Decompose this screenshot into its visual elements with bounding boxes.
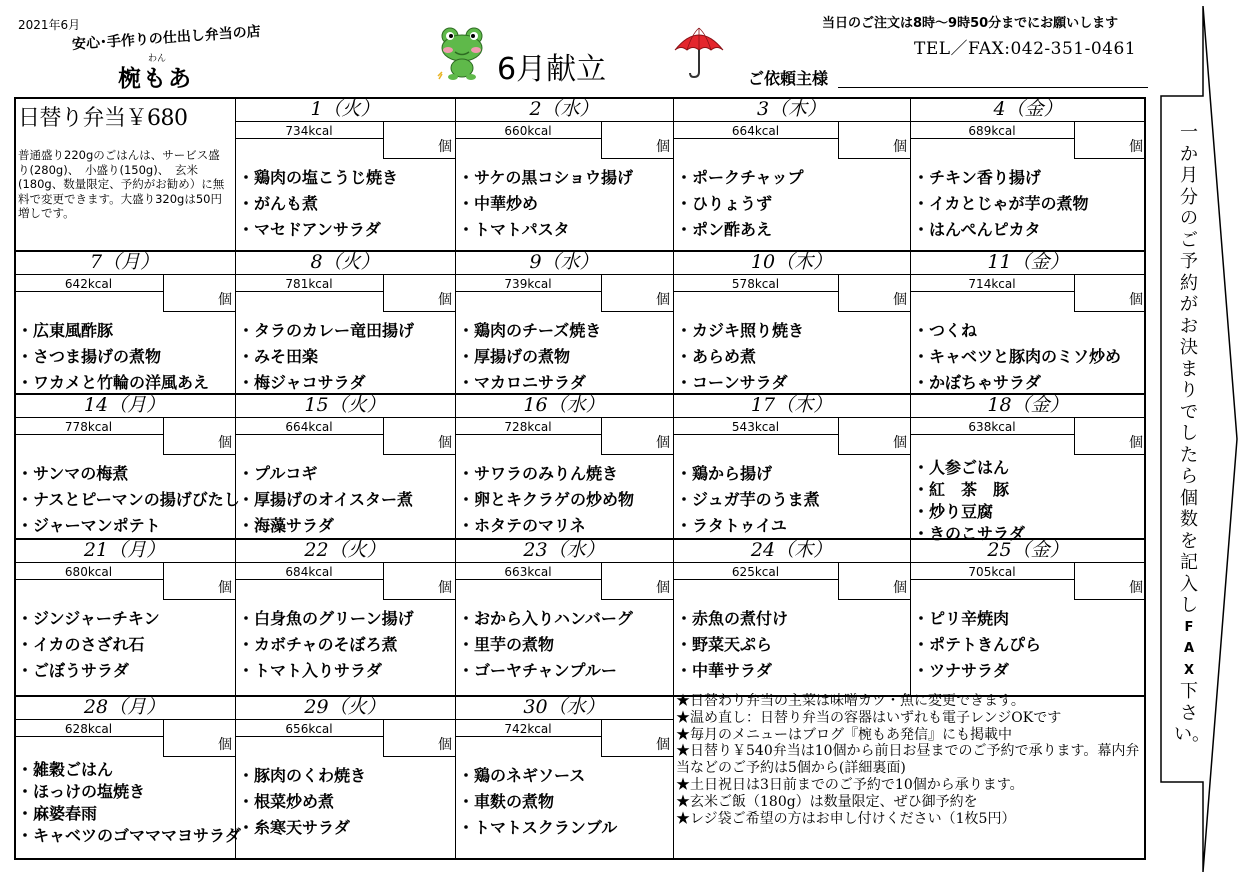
menu-item: ・かぼちゃサラダ <box>913 373 1041 392</box>
quantity-box[interactable] <box>1074 274 1146 312</box>
menu-item: ・サンマの梅煮 <box>17 464 129 483</box>
quantity-unit: 個 <box>438 580 452 596</box>
menu-items <box>238 606 414 684</box>
day-cell <box>673 540 910 695</box>
menu-item: ・あらめ煮 <box>676 347 757 366</box>
side-char: 下 <box>1180 681 1198 702</box>
kcal-label: 778kcal <box>14 417 163 435</box>
side-char: し <box>1180 423 1198 444</box>
kcal-label: 638kcal <box>910 417 1074 435</box>
menu-item: ・車麩の煮物 <box>458 792 555 811</box>
day-label: 10（木） <box>750 251 833 273</box>
kcal-label: 781kcal <box>235 274 383 292</box>
frog-icon <box>436 24 488 80</box>
notes-box <box>676 693 1144 858</box>
menu-items <box>238 318 414 396</box>
day-label: 24（木） <box>750 539 833 561</box>
quantity-box[interactable] <box>601 274 673 312</box>
menu-item: ・厚揚げの煮物 <box>458 347 571 366</box>
note-line: ★土日祝日は3日前までのご予約で10個から承ります。 <box>676 776 1024 793</box>
quantity-unit: 個 <box>656 737 670 753</box>
side-char: い。 <box>1174 724 1210 745</box>
menu-items <box>238 165 398 243</box>
menu-items <box>676 461 820 539</box>
menu-item: ・カジキ照り焼き <box>676 321 805 340</box>
quantity-box[interactable] <box>383 121 455 159</box>
menu-item: ・ジャーマンポテト <box>17 516 161 535</box>
kcal-label: 728kcal <box>455 417 601 435</box>
menu-item: ・卵とキクラゲの炒め物 <box>458 490 635 509</box>
quantity-box[interactable] <box>601 417 673 455</box>
menu-items <box>458 763 617 841</box>
kcal-label: 543kcal <box>673 417 838 435</box>
day-label: 25（金） <box>987 539 1069 561</box>
same-day-notice: 当日のご注文は8時～9時50分までにお願いします <box>822 16 1119 31</box>
umbrella-icon <box>672 24 726 80</box>
menu-item: ・雑穀ごはん <box>17 760 114 779</box>
day-cell <box>455 697 673 860</box>
quantity-box[interactable] <box>163 719 235 757</box>
side-char: が <box>1180 294 1198 315</box>
day-cell <box>910 252 1146 393</box>
quantity-unit: 個 <box>438 139 452 155</box>
menu-item: ・イカとじゃが芋の煮物 <box>913 194 1089 213</box>
menu-item: ・つくね <box>913 321 978 340</box>
quantity-unit: 個 <box>218 292 232 308</box>
kcal-label: 625kcal <box>673 562 838 580</box>
day-cell <box>455 540 673 695</box>
menu-item: ・コーンサラダ <box>676 373 788 392</box>
side-char: た <box>1180 444 1198 466</box>
side-char: A <box>1183 641 1195 656</box>
quantity-box[interactable] <box>1074 121 1146 159</box>
side-char: お <box>1180 315 1198 337</box>
quantity-box[interactable] <box>1074 562 1146 600</box>
day-cell <box>235 252 455 393</box>
day-cell <box>673 252 910 393</box>
day-label: 22（火） <box>304 539 386 561</box>
kcal-label: 660kcal <box>455 121 601 139</box>
day-label: 21（月） <box>83 539 166 561</box>
menu-item: ・みそ田楽 <box>238 347 319 366</box>
menu-item: ・糸寒天サラダ <box>238 818 350 837</box>
menu-items <box>458 318 601 396</box>
quantity-box[interactable] <box>163 274 235 312</box>
quantity-unit: 個 <box>893 580 907 596</box>
side-char: F <box>1184 619 1194 635</box>
side-char: 分 <box>1180 186 1198 208</box>
quantity-box[interactable] <box>601 562 673 600</box>
quantity-box[interactable] <box>163 417 235 455</box>
quantity-unit: 個 <box>893 435 907 451</box>
tel-fax: TEL／FAX:042-351-0461 <box>914 39 1137 59</box>
side-char: X <box>1183 662 1195 678</box>
day-cell <box>455 252 673 393</box>
menu-item: ・さつま揚げの煮物 <box>17 347 162 366</box>
quantity-box[interactable] <box>601 121 673 159</box>
quantity-unit: 個 <box>218 737 232 753</box>
menu-items <box>458 606 633 684</box>
menu-item: ・ホタテのマリネ <box>458 516 586 535</box>
side-char: か <box>1180 143 1198 165</box>
side-char: 記 <box>1180 552 1198 573</box>
quantity-unit: 個 <box>656 435 670 451</box>
quantity-box[interactable] <box>838 417 910 455</box>
menu-item: ・サケの黒コショウ揚げ <box>458 168 634 187</box>
menu-item: ・カボチャのそぼろ煮 <box>238 635 398 654</box>
menu-item: ・ワカメと竹輪の洋風あえ <box>17 373 210 392</box>
menu-title: 6月献立 <box>497 52 607 87</box>
shop-tagline: 安心･手作りの仕出し弁当の店 <box>71 23 262 53</box>
menu-item: ・マカロニサラダ <box>458 373 586 392</box>
quantity-unit: 個 <box>893 139 907 155</box>
menu-item: ・サワラのみりん焼き <box>458 464 619 483</box>
day-cell <box>235 395 455 538</box>
daily-bento-title: 日替り弁当￥680 <box>18 106 188 131</box>
menu-item: ・おから入りハンバーグ <box>458 609 633 628</box>
note-line: ★玄米ご飯（180g）は数量限定、ぜひ御予約を <box>676 793 978 810</box>
menu-items <box>676 318 804 396</box>
day-cell <box>673 395 910 538</box>
quantity-unit: 個 <box>656 139 670 155</box>
menu-item: ・里芋の煮物 <box>458 635 555 654</box>
menu-item: ・赤魚の煮付け <box>676 609 789 628</box>
menu-item: ・トマトスクランブル <box>458 818 618 837</box>
kcal-label: 680kcal <box>14 562 163 580</box>
menu-item: ・中華サラダ <box>676 661 772 680</box>
kcal-label: 714kcal <box>910 274 1074 292</box>
menu-item: ・ツナサラダ <box>913 661 1009 680</box>
day-label: 7（月） <box>89 251 160 273</box>
day-label: 11（金） <box>987 251 1069 273</box>
menu-items <box>676 165 804 243</box>
kcal-label: 664kcal <box>673 121 838 139</box>
day-cell <box>910 394 1146 543</box>
side-char: 入 <box>1180 573 1198 595</box>
menu-item: ・中華炒め <box>458 194 539 213</box>
day-label: 16（水） <box>523 394 605 416</box>
day-label: 18（金） <box>987 394 1069 416</box>
quantity-unit: 個 <box>218 580 232 596</box>
quantity-box[interactable] <box>163 562 235 600</box>
menu-items <box>458 165 633 243</box>
quantity-unit: 個 <box>218 435 232 451</box>
menu-item: ・ナスとピーマンの揚げびたし <box>17 490 240 509</box>
side-char: 決 <box>1180 337 1198 358</box>
note-line: ★レジ袋ご希望の方はお申し付けください（1枚5円） <box>676 810 1016 827</box>
quantity-box[interactable] <box>383 719 455 757</box>
quantity-box[interactable] <box>383 562 455 600</box>
day-cell <box>14 394 240 538</box>
menu-item: ・豚肉のくわ焼き <box>238 766 367 785</box>
quantity-box[interactable] <box>383 417 455 455</box>
client-label: ご依頼主様 <box>748 69 829 88</box>
menu-item: ・ポークチャップ <box>676 168 804 187</box>
kcal-label: 739kcal <box>455 274 601 292</box>
menu-item: ・がんも煮 <box>238 194 319 213</box>
menu-item: ・麻婆春雨 <box>17 804 98 823</box>
side-char: さ <box>1180 702 1198 724</box>
menu-items <box>17 606 160 684</box>
menu-item: ・白身魚のグリーン揚げ <box>238 609 414 628</box>
kcal-label: 705kcal <box>910 562 1074 580</box>
quantity-unit: 個 <box>1129 139 1143 155</box>
day-cell <box>235 697 455 860</box>
quantity-unit: 個 <box>656 292 670 308</box>
menu-item: ・鶏から揚げ <box>676 464 773 483</box>
day-label: 17（木） <box>750 394 833 416</box>
quantity-box[interactable] <box>838 562 910 600</box>
menu-item: ・厚揚げのオイスター煮 <box>238 490 414 509</box>
note-line: ★日替わり弁当の主菜は味噌カツ・魚に変更できます。 <box>676 693 1025 709</box>
daily-bento-description: 普通盛り220gのごはんは、サービス盛り(280g)、 小盛り(150g)、 玄米(180g、数量限定、予約がお勧め）に無料で変更できます。大盛り320gは50円増しです。 <box>18 148 225 220</box>
menu-items <box>17 759 241 847</box>
menu-item: ・広東風酢豚 <box>17 321 114 340</box>
quantity-unit: 個 <box>1129 580 1143 596</box>
quantity-unit: 個 <box>656 580 670 596</box>
kcal-label: 664kcal <box>235 417 383 435</box>
day-cell <box>673 99 910 250</box>
menu-items <box>17 318 209 396</box>
menu-item: ・マセドアンサラダ <box>238 220 381 239</box>
side-char: 予 <box>1180 251 1198 272</box>
kcal-label: 684kcal <box>235 562 383 580</box>
menu-item: ・野菜天ぷら <box>676 635 773 654</box>
quantity-box[interactable] <box>601 719 673 757</box>
day-label: 15（火） <box>304 394 386 416</box>
day-label: 1（火） <box>310 98 380 120</box>
menu-item: ・ひりょうず <box>676 194 773 213</box>
menu-item: ・はんぺんピカタ <box>913 220 1041 239</box>
menu-item: ・キャベツのゴマママヨサラダ <box>17 826 241 845</box>
menu-item: ・紅 茶 豚 <box>913 480 1010 499</box>
kcal-label: 628kcal <box>14 719 163 737</box>
menu-items <box>913 606 1041 684</box>
side-char: ご <box>1180 229 1198 251</box>
shop-name: 椀もあ <box>118 66 193 92</box>
shop-name-ruby: わん <box>148 54 167 64</box>
menu-item: ・人参ごはん <box>913 458 1010 477</box>
menu-item: ・炒り豆腐 <box>913 502 994 521</box>
note-line: ★温め直し：日替り弁当の容器はいずれも電子レンジOKです <box>676 709 1062 726</box>
kcal-label: 642kcal <box>14 274 163 292</box>
side-char: ま <box>1180 358 1198 380</box>
day-label: 14（月） <box>83 394 166 416</box>
menu-items <box>238 461 413 539</box>
menu-items <box>238 763 366 841</box>
day-cell <box>14 540 235 695</box>
menu-item: ・ピリ辛焼肉 <box>913 609 1010 628</box>
menu-item: ・キャベツと豚肉のミソ炒め <box>913 347 1122 366</box>
menu-item: ・鶏のネギソース <box>458 766 586 785</box>
menu-item: ・ジンジャーチキン <box>17 609 160 628</box>
side-char: の <box>1180 208 1198 229</box>
day-cell <box>235 99 455 250</box>
menu-item: ・鶏肉のチーズ焼き <box>458 321 602 340</box>
kcal-label: 656kcal <box>235 719 383 737</box>
side-char: を <box>1180 530 1198 552</box>
note-line: ★毎月のメニューはブログ『椀もあ発信』にも掲載中 <box>676 726 1012 743</box>
menu-item: ・チキン香り揚げ <box>913 168 1041 187</box>
side-char: 個 <box>1180 487 1198 509</box>
side-char: り <box>1180 380 1198 401</box>
quantity-unit: 個 <box>1129 292 1143 308</box>
col-divider <box>673 695 674 860</box>
menu-item: ・タラのカレー竜田揚げ <box>238 321 415 340</box>
side-char: 一 <box>1180 122 1198 143</box>
quantity-box[interactable] <box>383 274 455 312</box>
day-label: 3（木） <box>756 98 827 120</box>
menu-item: ・根菜炒め煮 <box>238 792 335 811</box>
menu-item: ・ほっけの塩焼き <box>17 782 146 801</box>
side-char: 数 <box>1180 509 1198 530</box>
menu-item: ・きのこサラダ <box>913 524 1025 543</box>
day-label: 29（火） <box>304 696 386 718</box>
day-label: 4（金） <box>993 98 1063 120</box>
menu-item: ・鶏肉の塩こうじ焼き <box>238 168 399 187</box>
day-cell <box>455 395 673 538</box>
note-line: ★日替り￥540弁当は10個から前日お昼までのご予約で承ります。幕内弁当などのご予約は5個から(詳細裏面) <box>676 743 1140 777</box>
side-char: し <box>1180 595 1198 616</box>
kcal-label: 742kcal <box>455 719 601 737</box>
client-name-line[interactable] <box>838 87 1148 88</box>
day-cell <box>235 540 455 695</box>
day-cell <box>910 99 1146 250</box>
side-char: 約 <box>1180 272 1198 294</box>
side-char: 月 <box>1180 165 1198 186</box>
day-label: 9（水） <box>529 251 599 273</box>
kcal-label: 734kcal <box>235 121 383 139</box>
day-label: 28（月） <box>83 696 166 718</box>
day-label: 23（水） <box>523 539 605 561</box>
menu-item: ・イカのさざれ石 <box>17 635 145 654</box>
kcal-label: 663kcal <box>455 562 601 580</box>
menu-item: ・ジュガ芋のうま煮 <box>676 490 820 509</box>
quantity-unit: 個 <box>438 737 452 753</box>
quantity-box[interactable] <box>838 274 910 312</box>
menu-item: ・梅ジャコサラダ <box>238 373 366 392</box>
menu-items <box>458 461 634 539</box>
menu-items <box>913 457 1025 545</box>
menu-item: ・トマト入りサラダ <box>238 661 382 680</box>
day-label: 2（水） <box>529 98 599 120</box>
quantity-box[interactable] <box>838 121 910 159</box>
quantity-unit: 個 <box>438 435 452 451</box>
menu-item: ・海藻サラダ <box>238 516 334 535</box>
side-char: で <box>1180 401 1198 423</box>
menu-item: ・ポン酢あえ <box>676 220 773 239</box>
menu-item: ・トマトパスタ <box>458 220 570 239</box>
kcal-label: 578kcal <box>673 274 838 292</box>
menu-item: ・プルコギ <box>238 464 318 483</box>
day-cell <box>455 99 673 250</box>
quantity-unit: 個 <box>1129 435 1143 451</box>
quantity-unit: 個 <box>438 292 452 308</box>
menu-items <box>913 165 1089 243</box>
menu-item: ・ゴーヤチャンプルー <box>458 661 617 680</box>
quantity-unit: 個 <box>893 292 907 308</box>
day-cell <box>14 696 241 860</box>
kcal-label: 689kcal <box>910 121 1074 139</box>
menu-items <box>913 318 1121 396</box>
day-cell <box>14 252 235 393</box>
day-label: 8（火） <box>310 251 380 273</box>
quantity-box[interactable] <box>1074 417 1146 455</box>
menu-item: ・ごぼうサラダ <box>17 661 129 680</box>
day-cell <box>910 540 1146 695</box>
year-month: 2021年6月 <box>18 18 81 32</box>
day-label: 30（水） <box>523 696 605 718</box>
menu-item: ・ポテトきんぴら <box>913 635 1042 654</box>
menu-items <box>17 461 240 539</box>
menu-items <box>676 606 788 684</box>
side-char: ら <box>1180 466 1198 487</box>
side-instruction <box>1174 122 1210 746</box>
menu-item: ・ラタトゥイユ <box>676 516 787 535</box>
